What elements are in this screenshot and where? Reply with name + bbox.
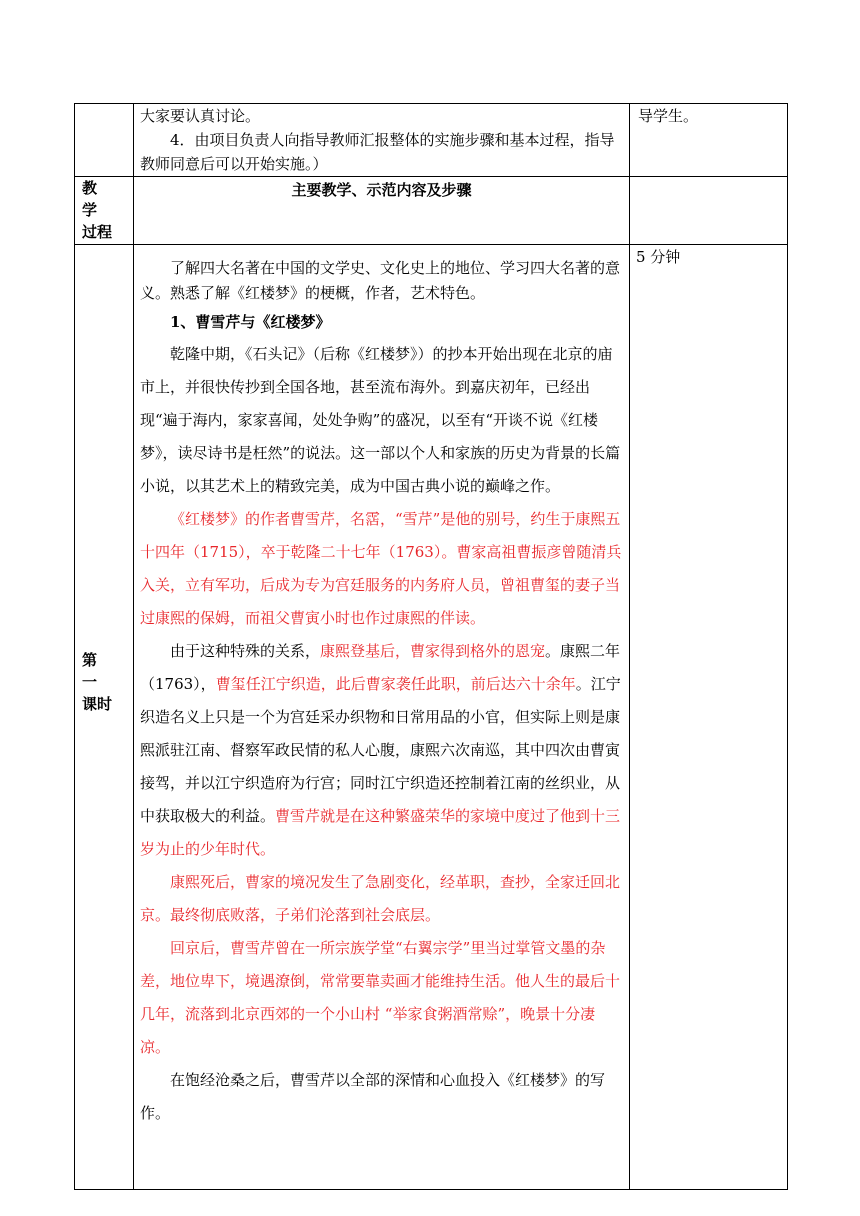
paragraph-writing: 在饱经沧桑之后，曹雪芹以全部的深情和心血投入《红楼梦》的写作。 bbox=[140, 1071, 606, 1122]
activity-cell bbox=[134, 104, 630, 177]
time-allocation: 5 分钟 bbox=[636, 248, 681, 266]
lesson-label-line1: 第 一 bbox=[82, 651, 106, 691]
process-label-line1: 教 学 bbox=[82, 179, 104, 219]
intro-paragraph: 了解四大名著在中国的文学史、文化史上的地位、学习四大名著的意义。熟悉了解《红楼梦》的梗概，作者，艺术特色。 bbox=[140, 259, 621, 302]
emphasis-span: 康熙登基后，曹家得到格外的恩宠 bbox=[320, 642, 546, 660]
paragraph-later-life: 回京后，曹雪芹曾在一所宗族学堂“右翼宗学”里当过掌管文墨的杂差，地位卑下，境遇潦倒，常常要靠卖画才能维持生活。他人生的最后十几年，流落到北京西郊的一个小山村 “举家食粥酒常赊”，晚景十分凄凉。 bbox=[140, 939, 621, 1056]
activity-step-4: 4．由项目负责人向指导教师汇报整体的实施步骤和基本过程，指导教师同意后可以开始实施。） bbox=[140, 131, 615, 173]
label-cell-empty bbox=[75, 104, 134, 177]
section-title: 1、曹雪芹与《红楼梦》 bbox=[170, 313, 331, 331]
guide-note: 导学生。 bbox=[638, 107, 699, 125]
text-span: 由于这种特殊的关系， bbox=[170, 642, 321, 660]
notes-cell bbox=[630, 104, 788, 177]
paragraph-decline: 康熙死后，曹家的境况发生了急剧变化，经革职，查抄，全家迁回北京。最终彻底败落，子弟们沦落到社会底层。 bbox=[140, 873, 621, 924]
content-cell bbox=[134, 245, 630, 1190]
header-title: 主要教学、示范内容及步骤 bbox=[291, 181, 472, 199]
table-row bbox=[75, 104, 788, 177]
lesson-label-line2: 课时 bbox=[82, 695, 113, 713]
emphasis-span: 曹雪芹就是在这种繁盛荣华的家境中度过了他到十三岁为止的少年时代。 bbox=[140, 807, 621, 858]
time-cell bbox=[630, 245, 788, 1190]
emphasis-span: 曹玺任江宁织造，此后曹家袭任此职，前后达六十余年 bbox=[215, 675, 576, 693]
table-header-row bbox=[75, 177, 788, 245]
header-title-cell bbox=[134, 177, 630, 245]
lesson-label-cell bbox=[75, 245, 134, 1190]
paragraph-family bbox=[140, 635, 623, 866]
paragraph-history: 乾隆中期，《石头记》（后称《红楼梦》）的抄本开始出现在北京的庙市上，并很快传抄到全国各地，甚至流布海外。到嘉庆初年，已经出现“遍于海内，家家喜闻，处处争购”的盛况，以至有“开谈不说《红楼梦》，读尽诗书是枉然”的说法。这一部以个人和家族的历史为背景的长篇小说，以其艺术上的精致完美，成为中国古典小说的巅峰之作。 bbox=[140, 345, 621, 495]
paragraph-author: 《红楼梦》的作者曹雪芹，名霑，“雪芹”是他的别号，约生于康熙五十四年（1715），卒于乾隆二十七年（1763）。曹家高祖曹振彦曾随清兵入关，立有军功，后成为专为宫廷服务的内务府人员，曾祖曹玺的妻子当过康熙的保姆，而祖父曹寅小时也作过康熙的伴读。 bbox=[140, 510, 622, 627]
process-label-line2: 过程 bbox=[82, 223, 113, 241]
activity-line: 大家要认真讨论。 bbox=[140, 107, 261, 125]
process-label-cell bbox=[75, 177, 134, 245]
text-span: 。康熙二年（1763）， bbox=[140, 642, 621, 693]
lesson-plan-table bbox=[74, 103, 788, 1190]
header-empty-cell bbox=[630, 177, 788, 245]
table-row bbox=[75, 245, 788, 1190]
text-span: 。江宁织造名义上只是一个为宫廷采办织物和日常用品的小官，但实际上则是康熙派驻江南、督察军政民情的私人心腹，康熙六次南巡，其中四次由曹寅接驾，并以江宁织造府为行宫；同时江宁织造还控制着江南的丝织业，从中获取极大的利益。 bbox=[140, 675, 621, 825]
